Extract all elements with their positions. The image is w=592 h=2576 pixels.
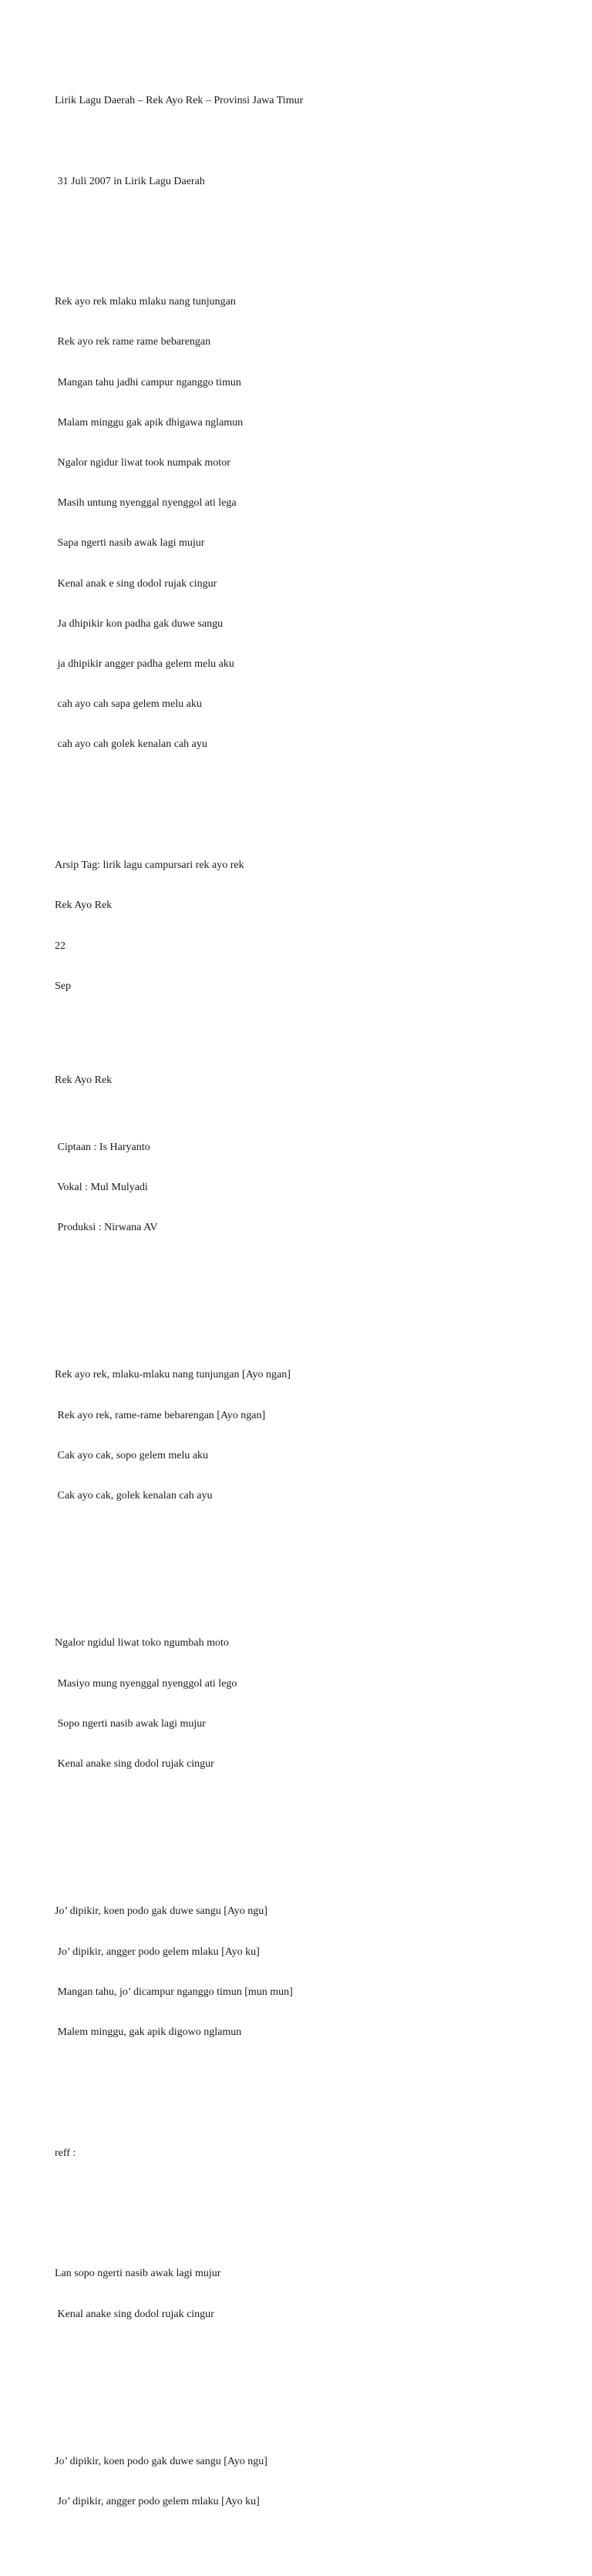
lyric-line: Cak ayo cak, sopo gelem melu aku — [55, 1449, 209, 1461]
lyric-line: Rek ayo rek, rame-rame bebarengan [Ayo ngan] — [55, 1409, 266, 1421]
lyric-line: Malem minggu, gak apik digowo nglamun — [55, 2026, 242, 2039]
archive-tag: Arsip Tag: lirik lagu campursari rek ayo rek — [55, 859, 244, 872]
lyric-line: Malam minggu gak apik dhigawa nglamun — [55, 416, 244, 429]
blank-line — [55, 1288, 533, 1301]
lyric-line: Mangan tahu, jo’ dicampur nganggo timun [mun mun] — [55, 1986, 293, 1998]
song-title: Rek Ayo Rek — [55, 1074, 113, 1086]
credit-line: Produksi : Nirwana AV — [55, 1221, 158, 1233]
document-title: Lirik Lagu Daerah – Rek Ayo Rek – Provinsi Jawa Timur — [55, 95, 304, 107]
lyric-line: cah ayo cah sapa gelem melu aku — [55, 698, 202, 711]
lyric-line: Jo’ dipikir, koen podo gak duwe sangu [Ayo ngu] — [55, 2455, 267, 2467]
stanza-6 — [55, 2428, 533, 2535]
reff-label: reff : — [55, 2147, 76, 2159]
lyric-line: ja dhipikir angger padha gelem melu aku — [55, 658, 234, 671]
lyric-line: Jo’ dipikir, angger podo gelem mlaku [Ayo ku] — [55, 1945, 260, 1958]
blank-line — [55, 805, 533, 819]
lyric-line: Sapa ngerti nasib awak lagi mujur — [55, 537, 205, 550]
lyric-line: Kenal anake sing dodol rujak cingur — [55, 2308, 214, 2320]
lyric-line: cah ayo cah golek kenalan cah ayu — [55, 738, 207, 751]
lyric-line: Sopo ngerti nasib awak lagi mujur — [55, 1717, 206, 1730]
lyric-line: Kenal anake sing dodol rujak cingur — [55, 1758, 214, 1771]
lyric-line: Masih untung nyenggal nyenggol ati lega — [55, 497, 237, 509]
stanza-3 — [55, 1610, 533, 1798]
post-month: Sep — [55, 980, 71, 992]
lyric-line: Jo’ dipikir, angger podo gelem mlaku [Ayo ku] — [55, 2496, 260, 2508]
blank-line — [55, 134, 533, 147]
lyric-line: Rek ayo rek mlaku mlaku nang tunjungan — [55, 296, 236, 308]
blank-line — [55, 1556, 533, 1569]
blank-line — [55, 1824, 533, 1838]
blank-line — [55, 2093, 533, 2106]
posted-date: 31 Juli 2007 in Lirik Lagu Daerah — [55, 175, 205, 187]
lyric-line: Rek ayo rek, mlaku-mlaku nang tunjungan [Ayo ngan] — [55, 1369, 291, 1381]
song-credits — [55, 1114, 533, 1261]
lyric-line: Rek ayo rek rame rame bebarengan — [55, 336, 211, 348]
post-day: 22 — [55, 940, 66, 952]
lyric-line: Ngalor ngidur liwat took numpak motor — [55, 457, 230, 469]
stanza-5 — [55, 2241, 533, 2348]
credit-line: Vokal : Mul Mulyadi — [55, 1181, 148, 1193]
stanza-2 — [55, 1342, 533, 1530]
lyric-line: Masiyo mung nyenggal nyenggol ati lego — [55, 1677, 237, 1690]
blank-line — [55, 2375, 533, 2388]
stanza-4 — [55, 1878, 533, 2067]
lyric-line: Kenal anak e sing dodol rujak cingur — [55, 577, 217, 590]
stanza-1 — [55, 268, 533, 778]
blank-line — [55, 2187, 533, 2200]
lyric-line: Ja dhipikir kon padha gak duwe sangu — [55, 617, 224, 630]
lyric-line: Ngalor ngidul liwat toko ngumbah moto — [55, 1637, 229, 1650]
lyric-line: Cak ayo cak, golek kenalan cah ayu — [55, 1490, 213, 1502]
credit-line: Ciptaan : Is Haryanto — [55, 1141, 150, 1153]
lyric-line: Mangan tahu jadhi campur nganggo timun — [55, 376, 241, 388]
lyrics-text-block — [55, 54, 533, 2576]
post-title: Rek Ayo Rek — [55, 900, 113, 912]
lyric-line: Lan sopo ngerti nasib awak lagi mujur — [55, 2268, 221, 2280]
blank-line — [55, 215, 533, 228]
lyric-line: Jo’ dipikir, koen podo gak duwe sangu [Ayo ngu] — [55, 1905, 267, 1918]
blank-line — [55, 1020, 533, 1033]
